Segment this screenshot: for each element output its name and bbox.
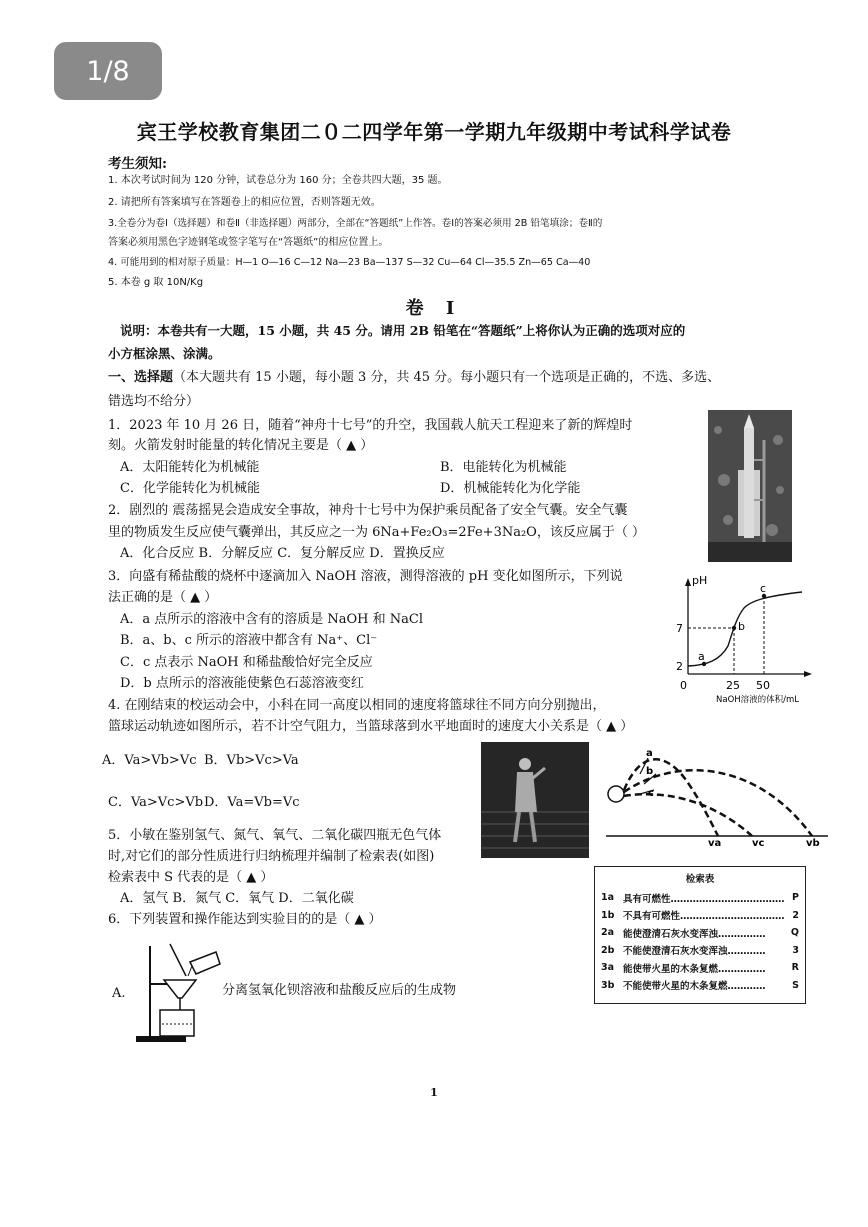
q3-stem-2: 法正确的是（ ▲ ） (108, 590, 218, 605)
label-vc: vc (752, 838, 765, 848)
ytick-2: 2 (676, 660, 683, 673)
point-b-label: b (738, 620, 745, 633)
label-b: b (646, 766, 654, 777)
q3-option-c: C．c 点表示 NaOH 和稀盐酸恰好完全反应 (120, 655, 373, 670)
q2-options: A．化合反应 B．分解反应 C．复分解反应 D．置换反应 (120, 546, 445, 561)
xtick-25: 25 (726, 679, 740, 692)
point-b-marker (732, 626, 736, 630)
trajectory-b (624, 770, 812, 836)
q5-stem-2: 时,对它们的部分性质进行归纳梳理并编制了检索表(如图) (108, 849, 435, 864)
notice-line-2: 2. 请把所有答案填写在答题卷上的相应位置，否则答题无效。 (108, 197, 381, 208)
q1-option-d: D．机械能转化为化学能 (440, 481, 581, 496)
q6-option-a-label: A. (112, 986, 126, 1001)
q6-stem: 6．下列装置和操作能达到实验目的的是（ ▲ ） (108, 912, 382, 927)
key-code: 2b (601, 944, 615, 956)
q3-option-a: A．a 点所示的溶液中含有的溶质是 NaOH 和 NaCl (120, 612, 424, 627)
q4-option-d: D．Va=Vb=Vc (204, 795, 300, 810)
instructions-line-2: 小方框涂黑、涂满。 (108, 346, 221, 361)
y-axis-arrow (685, 578, 691, 586)
key-row (595, 942, 805, 960)
chart-ylabel: pH (692, 574, 708, 587)
rocket-launch-photo (708, 410, 792, 562)
notice-line-5: 4. 可能用到的相对原子质量：H—1 O—16 C—12 Na—23 Ba—137 S—32 Cu—64 Cl—35.5 Zn—65 Ca—40 (108, 257, 591, 268)
q5-stem-1: 5．小敏在鉴别氢气、氮气、氧气、二氧化碳四瓶无色气体 (108, 828, 442, 843)
label-va: va (708, 838, 722, 848)
filtration-apparatus (136, 936, 226, 1046)
key-result: 3 (792, 944, 799, 956)
trajectory-a (624, 759, 718, 836)
notice-line-6: 5. 本卷 g 取 10N/Kg (108, 277, 204, 288)
section-heading: 一、选择题 (108, 370, 174, 385)
q2-stem-1: 2．剧烈的 震荡摇晃会造成安全事故，神舟十七号中为保护乘员配备了安全气囊。安全气囊 (108, 503, 628, 518)
label-c: c (648, 788, 654, 799)
key-text: 能使带火星的木条复燃…………… (623, 963, 766, 975)
key-result: S (792, 979, 799, 991)
q3-stem-1: 3．向盛有稀盐酸的烧杯中逐滴加入 NaOH 溶液，测得溶液的 pH 变化如图所示，下列说 (108, 569, 623, 584)
page-number: 1 (430, 1086, 438, 1099)
point-a-label: a (698, 650, 705, 663)
pour-stream (188, 966, 192, 976)
glass-rod (170, 944, 186, 976)
x-axis-arrow (804, 671, 812, 677)
q4-option-a: A．Va>Vb>Vc (102, 753, 197, 768)
pouring-beaker (190, 952, 220, 974)
q4-option-b: B．Vb>Vc>Va (204, 753, 299, 768)
notice-line-1: 1. 本次考试时间为 120 分钟，试卷总分为 160 分；全卷共四大题，35 题。 (108, 175, 448, 186)
basketball-photo (481, 742, 589, 858)
key-code: 1a (601, 892, 615, 904)
q1-option-a: A．太阳能转化为机械能 (120, 460, 260, 475)
section-desc: （本大题共有 15 小题，每小题 3 分，共 45 分。每小题只有一个选项是正确的，不选、多选、 (173, 370, 721, 385)
beaker (160, 1010, 194, 1036)
key-result: P (792, 892, 799, 904)
key-result: Q (790, 927, 799, 939)
key-row (595, 959, 805, 977)
chart-xlabel: NaOH溶液的体积/mL (716, 695, 800, 705)
q1-option-c: C．化学能转化为机械能 (120, 481, 260, 496)
key-text: 不能使带火星的木条复燃………… (623, 981, 766, 993)
q3-option-b: B．a、b、c 所示的溶液中都含有 Na⁺、Cl⁻ (120, 633, 378, 648)
key-code: 3b (601, 979, 615, 991)
key-text: 能使澄清石灰水变浑浊…………… (623, 928, 766, 940)
xtick-50: 50 (756, 679, 770, 692)
key-code: 2a (601, 927, 615, 939)
trajectory-c (624, 794, 752, 836)
q1-stem-2: 刻。火箭发射时能量的转化情况主要是（ ▲ ） (108, 438, 374, 453)
page-badge: 1/8 (54, 42, 162, 100)
key-result: 2 (792, 909, 799, 921)
q5-options: A．氢气 B．氮气 C．氧气 D．二氧化碳 (120, 891, 354, 906)
instructions-line-1: 说明：本卷共有一大题，15 小题，共 45 分。请用 2B 铅笔在“答题纸”上将你认为正确的选项对应的 (120, 323, 686, 338)
ball (608, 786, 624, 802)
q1-stem-1: 1．2023 年 10 月 26 日，随着“神舟十七号”的升空，我国载人航天工程迎来了新的辉煌时 (108, 418, 633, 433)
section-desc-2: 错选均不给分） (108, 394, 200, 409)
q2-stem-2: 里的物质发生反应使气囊弹出，其反应之一为 6Na+Fe₂O₃=2Fe+3Na₂O，该反应属于（ ） (108, 525, 645, 540)
key-row (595, 907, 805, 925)
key-text: 不具有可燃性…………………………… (623, 911, 785, 923)
stand-base (136, 1036, 186, 1042)
point-c-label: c (760, 582, 767, 595)
key-code: 3a (601, 962, 615, 974)
key-table-heading: 检索表 (685, 874, 715, 885)
key-row (595, 889, 805, 907)
q6-option-a-text: 分离氢氧化钡溶液和盐酸反应后的生成物 (222, 983, 457, 998)
ph-curve-chart (668, 574, 818, 706)
chart-origin: 0 (680, 679, 687, 692)
key-text: 不能使澄清石灰水变浑浊………… (623, 946, 766, 958)
volume-heading: 卷 Ⅰ (405, 298, 463, 319)
key-row (595, 924, 805, 942)
ytick-7: 7 (676, 622, 683, 635)
q3-option-d: D．b 点所示的溶液能使紫色石蕊溶液变红 (120, 676, 364, 691)
q1-option-b: B．电能转化为机械能 (440, 460, 567, 475)
funnel (164, 980, 196, 998)
key-row (595, 977, 805, 995)
q4-option-c: C．Va>Vc>Vb (108, 795, 204, 810)
notice-line-4: 答案必须用黑色字迹钢笔或签字笔写在“答题纸”的相应位置上。 (108, 237, 389, 248)
notice-line-3: 3.全卷分为卷Ⅰ（选择题）和卷Ⅱ（非选择题）两部分，全部在“答题纸”上作答。卷Ⅰ的答案必须用 2B 铅笔填涂；卷Ⅱ的 (108, 218, 603, 229)
q4-stem-1: 4. 在刚结束的校运动会中，小科在同一高度以相同的速度将篮球往不同方向分别抛出， (108, 698, 606, 713)
key-result: R (791, 962, 799, 974)
key-table (594, 866, 806, 1004)
notice-heading: 考生须知: (108, 156, 167, 172)
trajectory-diagram (600, 744, 832, 848)
q5-stem-3: 检索表中 S 代表的是（ ▲ ） (108, 870, 274, 885)
key-code: 1b (601, 909, 615, 921)
key-text: 具有可燃性……………………………… (623, 893, 785, 905)
q4-stem-2: 篮球运动轨迹如图所示，若不计空气阻力，当篮球落到水平地面时的速度大小关系是（ ▲ ） (108, 719, 634, 734)
label-a: a (646, 748, 653, 759)
exam-title: 宾王学校教育集团二０二四学年第一学期九年级期中考试科学试卷 (136, 120, 732, 144)
label-vb: vb (806, 838, 820, 848)
ph-curve (688, 592, 802, 666)
